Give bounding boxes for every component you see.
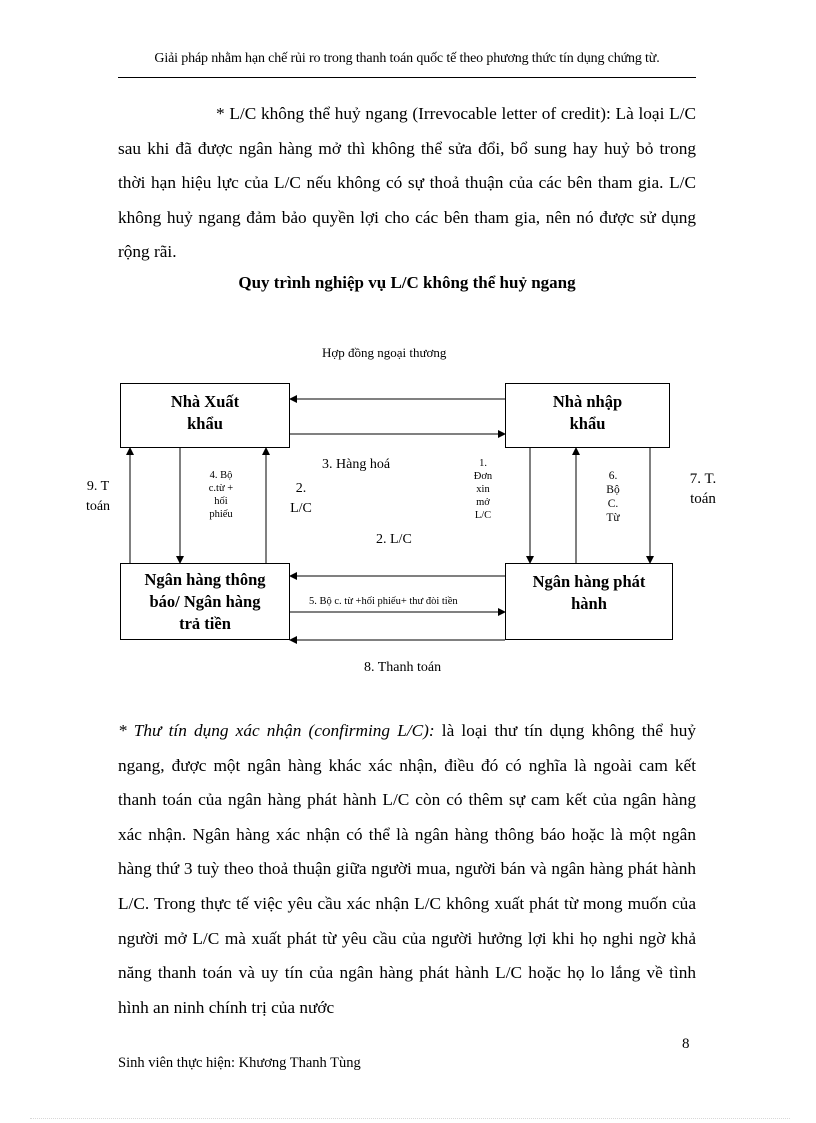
box-advising-line3: trả tiền bbox=[179, 613, 231, 633]
box-importer-line1: Nhà nhập bbox=[552, 392, 623, 411]
running-header: Giải pháp nhằm hạn chế rủi ro trong thanh toán quốc tế theo phương thức tín dụng chứng từ. bbox=[154, 51, 660, 66]
confirming-lc-lead: * Thư tín dụng xác nhận (confirming L/C): bbox=[118, 721, 435, 740]
step-2-left-label: 2. L/C bbox=[290, 481, 312, 516]
page-number: 8 bbox=[682, 1036, 690, 1052]
step-8-label: 8. Thanh toán bbox=[364, 660, 442, 675]
confirming-lc-text: là loại thư tín dụng không thể huỷ ngang, được một ngân hàng khác xác nhận, điều đó có nghĩa là ngoài cam kết thanh toán của ngân hàng phát hành L/C còn có thêm sự cam kết của ngân hàng xác nhận. Ngân hàng xác nhận có thể là ngân hàng thông báo hoặc là một ngân hàng thứ 3 tuỳ theo thoả thuận giữa người mua, người bán và ngân hàng phát hành L/C. Trong thực tế việc yêu cầu xác nhận L/C không xuất phát từ mong muốn của người mở L/C mà xuất phát từ yêu cầu của người hưởng lợi khi họ nghi ngờ khả năng thanh toán và uy tín của ngân hàng phát hành L/C hoặc họ lo lắng về tình hình an ninh chính trị của nước bbox=[118, 721, 696, 1017]
box-advising-line1: Ngân hàng thông bbox=[144, 569, 266, 589]
box-issuing-bank bbox=[505, 563, 673, 640]
box-issuing-line2: hành bbox=[571, 594, 607, 613]
box-issuing-line1: Ngân hàng phát bbox=[532, 572, 646, 591]
step-1-label: 1. Đơn xin mở L/C bbox=[473, 458, 493, 521]
contract-label: Hợp đồng ngoại thương bbox=[322, 345, 447, 360]
box-exporter bbox=[120, 383, 290, 448]
step-4-label: 4. Bộ c.từ + hối phiếu bbox=[208, 470, 234, 520]
footer-author: Sinh viên thực hiện: Khương Thanh Tùng bbox=[118, 1055, 361, 1071]
box-exporter-line1: Nhà Xuất bbox=[170, 392, 240, 411]
step-9-label: 9. T toán bbox=[85, 479, 111, 514]
diagram-title: Quy trình nghiệp vụ L/C không thể huỷ ngang bbox=[238, 273, 576, 292]
paragraph-irrevocable-lc: * L/C không thể huỷ ngang (Irrevocable letter of credit): Là loại L/C sau khi đã được ngân hàng mở thì không thể sửa đổi, bổ sung hay huỷ bỏ trong thời hạn hiệu lực của L/C nếu không có sự thoả thuận của các bên tham gia. L/C không huỷ ngang đảm bảo quyền lợi cho các bên tham gia, nên nó được sử dụng rộng rãi. bbox=[118, 104, 696, 262]
page-bottom-rule bbox=[30, 1118, 790, 1119]
box-advising-line2: báo/ Ngân hàng bbox=[149, 591, 261, 611]
step-2-bank-label: 2. L/C bbox=[376, 532, 412, 547]
step-6-label: 6. Bộ C. Từ bbox=[606, 470, 620, 524]
box-importer bbox=[505, 383, 670, 448]
step-7-label: 7. T. toán bbox=[689, 471, 717, 507]
step-5-label: 5. Bộ c. từ +hối phiếu+ thư đòi tiền bbox=[309, 596, 458, 607]
step-3-label: 3. Hàng hoá bbox=[322, 457, 391, 472]
paragraph-confirming-lc bbox=[118, 714, 696, 1025]
box-advising-bank bbox=[120, 563, 290, 640]
box-importer-line2: khẩu bbox=[569, 414, 606, 433]
box-exporter-line2: khẩu bbox=[187, 414, 223, 433]
